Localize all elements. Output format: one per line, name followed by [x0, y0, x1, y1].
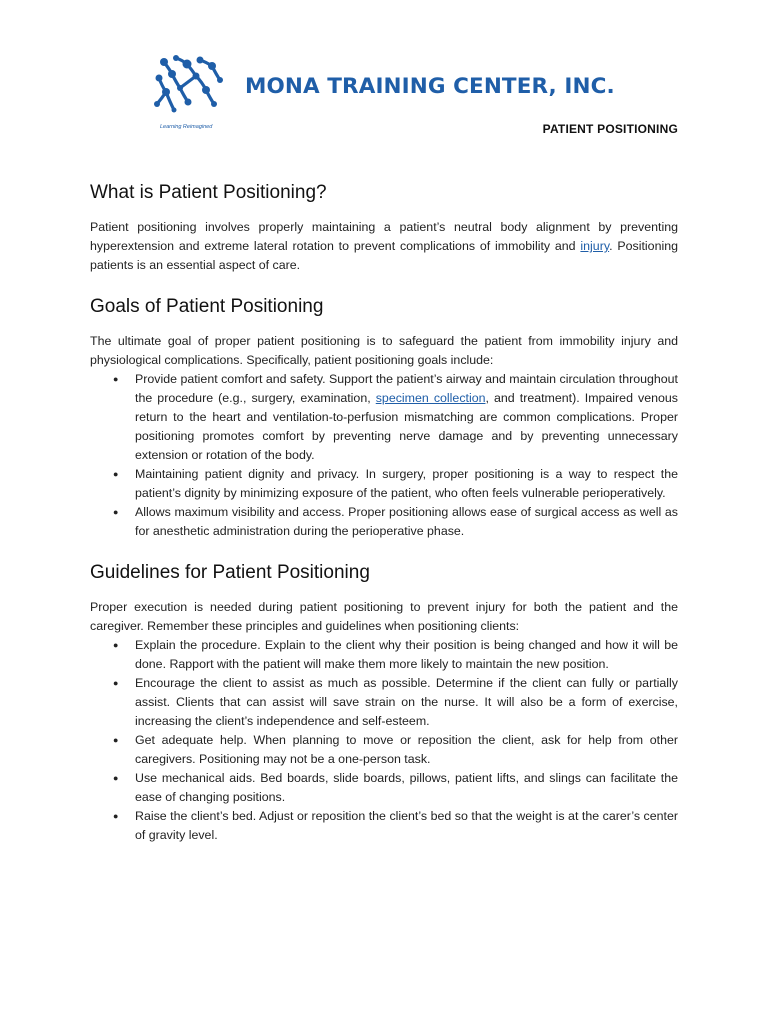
- people-network-logo-icon: [150, 52, 236, 122]
- section-heading: Guidelines for Patient Positioning: [90, 562, 370, 583]
- list-item: ● Raise the client’s bed. Adjust or reposition the client’s bed so that the weight is at the carer’s center of gravity level.: [90, 807, 678, 845]
- list-item: ● Maintaining patient dignity and privacy. In surgery, proper positioning is a way to respect the patient’s dignity by minimizing exposure of the patient, who often feels vulnerable perioperatively.: [90, 465, 678, 503]
- section-paragraph: Proper execution is needed during patient positioning to prevent injury for both the patient and the caregiver. Remember these principles and guidelines when positioning clients:: [90, 600, 678, 633]
- specimen-collection-link[interactable]: specimen collection: [375, 391, 486, 405]
- document-label: PATIENT POSITIONING: [542, 122, 678, 136]
- guidelines-list: [90, 636, 678, 845]
- document-body: [90, 180, 678, 845]
- list-item: [90, 370, 678, 465]
- list-item-text: Provide patient comfort and safety. Support the patient’s airway and maintain circulation throughout the procedure (e.g., surgery, examination,: [135, 372, 678, 405]
- list-item-text: , and treatment). Impaired venous return to the heart and ventilation-to-perfusion mismatching are common complications. Proper positioning promotes comfort by preventing nerve damage and by preventing unnecessary extension or rotation of the body.: [135, 391, 678, 462]
- list-item: ● Use mechanical aids. Bed boards, slide boards, pillows, patient lifts, and slings can facilitate the ease of changing positions.: [90, 769, 678, 807]
- paragraph-text: . Positioning patients is an essential aspect of care.: [90, 239, 678, 272]
- injury-link[interactable]: injury: [580, 239, 610, 253]
- section-paragraph: [90, 218, 678, 275]
- list-item: ● Encourage the client to assist as much as possible. Determine if the client can fully or partially assist. Clients that can assist will save strain on the nurse. It will also be a form of exercise, increasing the client’s independence and self-esteem.: [90, 674, 678, 731]
- section-paragraph: The ultimate goal of proper patient positioning is to safeguard the patient from immobility injury and physiological complications. Specifically, patient positioning goals include:: [90, 334, 678, 367]
- section-heading: Goals of Patient Positioning: [90, 296, 324, 317]
- list-item: ● Get adequate help. When planning to move or reposition the client, ask for help from other caregivers. Positioning may not be a one-person task.: [90, 731, 678, 769]
- company-name: MONA TRAINING CENTER, INC.: [245, 74, 615, 99]
- list-item: ● Explain the procedure. Explain to the client why their position is being changed and how it will be done. Rapport with the patient will make them more likely to maintain the new position.: [90, 636, 678, 674]
- list-item: ● Allows maximum visibility and access. Proper positioning allows ease of surgical access as well as for anesthetic administration during the perioperative phase.: [90, 503, 678, 541]
- section-heading: What is Patient Positioning?: [90, 182, 327, 203]
- goals-list: [90, 370, 678, 541]
- paragraph-text: Patient positioning involves properly maintaining a patient’s neutral body alignment by preventing hyperextension and extreme lateral rotation to prevent complications of immobility and: [90, 220, 678, 253]
- company-tagline: Learning Reimagined: [160, 124, 213, 130]
